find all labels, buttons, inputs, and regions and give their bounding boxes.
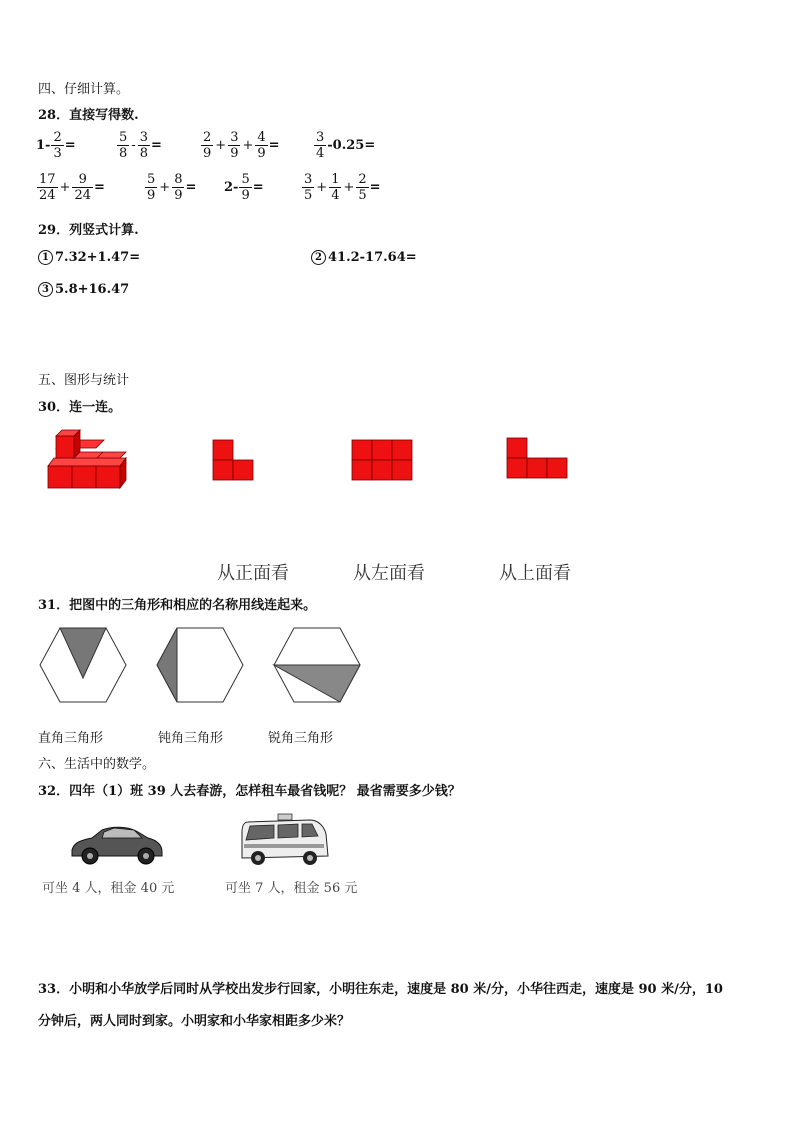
fraction: $\frac{2}{3}$ xyxy=(53,130,62,161)
q30-title: 30．连一连。 xyxy=(38,400,122,415)
q32-title: 32．四年（1）班 39 人去春游，怎样租车最省钱呢？ 最省需要多少钱？ xyxy=(38,784,461,799)
view-shape-rectangle xyxy=(351,439,415,483)
circled-number: 2 xyxy=(311,250,326,265)
q28-expr-5: $\frac{17}{24}$ + $\frac{9}{24}$ = xyxy=(39,172,105,203)
section-4-title: 四、仔细计算。 xyxy=(38,82,130,97)
q28-title: 28．直接写得数. xyxy=(38,108,139,123)
view-label-top: 从上面看 xyxy=(499,563,571,584)
view-shape-l xyxy=(212,439,256,483)
q28-expr-2: $\frac{5}{8}$ - $\frac{3}{8}$ = xyxy=(119,130,162,161)
q28-expr-4: $\frac{3}{4}$ -0.25= xyxy=(316,130,376,161)
q33-line-1: 33．小明和小华放学后同时从学校出发步行回家，小明往东走，速度是 80 米/分，小华往西走，速度是 90 米/分，10 xyxy=(38,982,723,997)
q28-expr-6: $\frac{5}{9}$ + $\frac{8}{9}$ = xyxy=(147,172,197,203)
view-shape-long-l xyxy=(506,437,570,481)
van-icon xyxy=(238,812,330,872)
circled-number: 3 xyxy=(38,282,53,297)
triangle-label-acute: 锐角三角形 xyxy=(268,731,334,746)
q29-item-3: 3 5.8+16.47 xyxy=(38,282,129,297)
q29-title: 29．列竖式计算. xyxy=(38,223,139,238)
circled-number: 1 xyxy=(38,250,53,265)
q28-expr-3: $\frac{2}{9}$ + $\frac{3}{9}$ + $\frac{4}{9}$ = xyxy=(203,130,280,161)
view-label-left: 从左面看 xyxy=(353,563,425,584)
car-caption: 可坐 4 人，租金 40 元 xyxy=(42,881,175,896)
hexagon-right-triangle xyxy=(155,626,245,704)
triangle-label-right: 直角三角形 xyxy=(38,731,104,746)
cube-solid-figure xyxy=(44,428,128,490)
q28-expr-7: 2- $\frac{5}{9}$ = xyxy=(224,172,264,203)
car-icon xyxy=(68,818,164,868)
view-label-front: 从正面看 xyxy=(217,563,289,584)
hexagon-acute-triangle xyxy=(38,626,128,704)
triangle-label-obtuse: 钝角三角形 xyxy=(158,731,224,746)
section-6-title: 六、生活中的数学。 xyxy=(38,757,156,772)
q29-item-1: 1 7.32+1.47= xyxy=(38,250,140,265)
q29-item-2: 2 41.2-17.64= xyxy=(311,250,417,265)
q33-line-2: 分钟后，两人同时到家。小明家和小华家相距多少米？ xyxy=(38,1014,351,1029)
hexagon-obtuse-triangle xyxy=(272,626,362,704)
section-5-title: 五、图形与统计 xyxy=(38,373,130,388)
q31-title: 31．把图中的三角形和相应的名称用线连起来。 xyxy=(38,598,317,613)
van-caption: 可坐 7 人，租金 56 元 xyxy=(225,881,358,896)
q28-expr-1: 1- $\frac{2}{3}$ = xyxy=(36,130,76,161)
q28-expr-8: $\frac{3}{5}$ + $\frac{1}{4}$ + $\frac{2}{5}$ = xyxy=(304,172,381,203)
